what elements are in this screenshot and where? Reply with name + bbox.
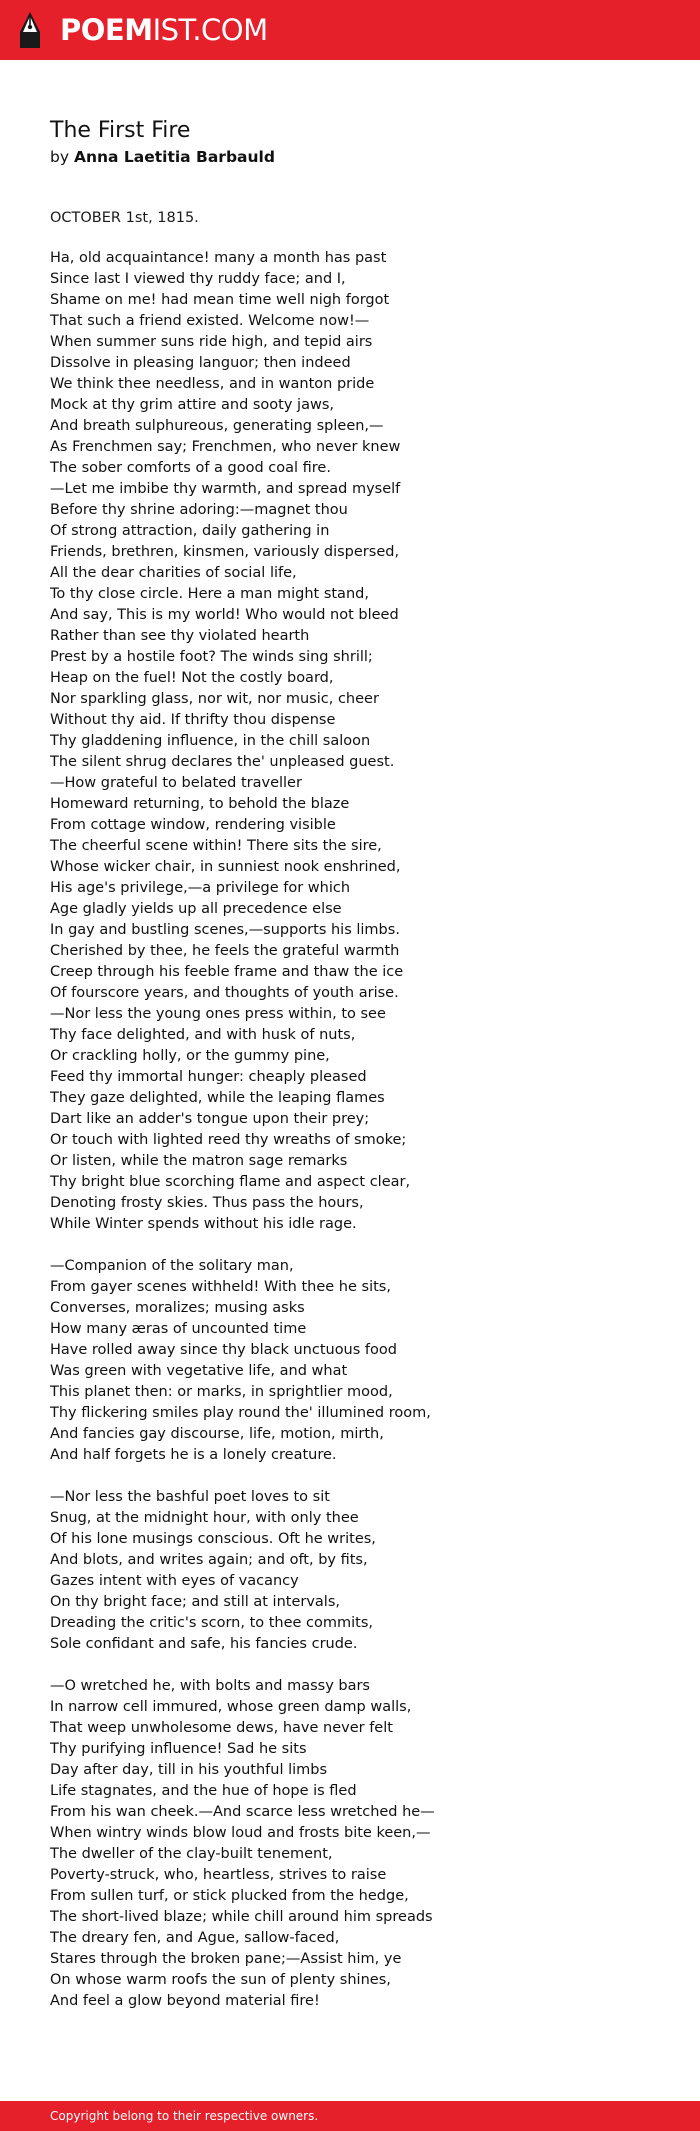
poem-line: Dissolve in pleasing languor; then indeed	[50, 355, 351, 371]
logo-bold-text: POEM	[60, 13, 153, 47]
poem-line: Before thy shrine adoring:—magnet thou	[50, 502, 348, 518]
poem-line: While Winter spends without his idle rage.	[50, 1216, 357, 1232]
poem-title: The First Fire	[50, 118, 191, 143]
poem-line: Of his lone musings conscious. Oft he writes,	[50, 1531, 376, 1547]
poem-stanza	[50, 1487, 650, 1655]
poem-line: —How grateful to belated traveller	[50, 775, 302, 791]
poem-line: Thy gladdening influence, in the chill saloon	[50, 733, 371, 749]
poem-stanza	[50, 1256, 650, 1466]
poem-line: Snug, at the midnight hour, with only thee	[50, 1510, 359, 1526]
poem-line: The short-lived blaze; while chill around him spreads	[50, 1909, 433, 1925]
poem-line: Feed thy immortal hunger: cheaply pleased	[50, 1069, 367, 1085]
poem-line: As Frenchmen say; Frenchmen, who never knew	[50, 439, 401, 455]
poem-line: Creep through his feeble frame and thaw the ice	[50, 964, 404, 980]
poem-line: Ha, old acquaintance! many a month has past	[50, 250, 387, 266]
poem-line: Prest by a hostile foot? The winds sing shrill;	[50, 649, 373, 665]
poem-line: In gay and bustling scenes,—supports his limbs.	[50, 922, 400, 938]
poem-line: —O wretched he, with bolts and massy bars	[50, 1678, 370, 1694]
poem-line: From gayer scenes withheld! With thee he sits,	[50, 1279, 391, 1295]
poem-line: —Nor less the young ones press within, to see	[50, 1006, 386, 1022]
poem-line: And say, This is my world! Who would not bleed	[50, 607, 399, 623]
poem-line: From his wan cheek.—And scarce less wretched he—	[50, 1804, 435, 1820]
poem-line: Friends, brethren, kinsmen, variously dispersed,	[50, 544, 400, 560]
logo-light-text: IST.COM	[152, 13, 268, 47]
poem-line: Converses, moralizes; musing asks	[50, 1300, 305, 1316]
poem-container	[50, 116, 650, 2012]
poem-line: How many æras of uncounted time	[50, 1321, 307, 1337]
poem-line: All the dear charities of social life,	[50, 565, 297, 581]
poem-line: Whose wicker chair, in sunniest nook enshrined,	[50, 859, 401, 875]
poem-line: Poverty-struck, who, heartless, strives to raise	[50, 1867, 387, 1883]
poem-line: Life stagnates, and the hue of hope is fled	[50, 1783, 357, 1799]
poem-line: Of fourscore years, and thoughts of youth arise.	[50, 985, 399, 1001]
poem-line: And breath sulphureous, generating spleen,—	[50, 418, 384, 434]
poem-line: The cheerful scene within! There sits the sire,	[50, 838, 382, 854]
poem-line: Denoting frosty skies. Thus pass the hours,	[50, 1195, 364, 1211]
poem-line: Homeward returning, to behold the blaze	[50, 796, 350, 812]
poem-line: Thy face delighted, and with husk of nuts,	[50, 1027, 356, 1043]
poem-line: Thy flickering smiles play round the' illumined room,	[50, 1405, 431, 1421]
poem-line: Stares through the broken pane;—Assist him, ye	[50, 1951, 402, 1967]
poem-line: Age gladly yields up all precedence else	[50, 901, 342, 917]
poem-line: Or touch with lighted reed thy wreaths of smoke;	[50, 1132, 407, 1148]
poem-line: And fancies gay discourse, life, motion, mirth,	[50, 1426, 384, 1442]
poem-line: Mock at thy grim attire and sooty jaws,	[50, 397, 334, 413]
poem-line: Day after day, till in his youthful limbs	[50, 1762, 328, 1778]
poem-line: Thy purifying influence! Sad he sits	[50, 1741, 307, 1757]
poem-line: And half forgets he is a lonely creature.	[50, 1447, 337, 1463]
pen-nib-icon[interactable]	[16, 10, 44, 52]
poem-line: Cherished by thee, he feels the grateful warmth	[50, 943, 400, 959]
poem-line: Was green with vegetative life, and what	[50, 1363, 348, 1379]
poem-line: Or crackling holly, or the gummy pine,	[50, 1048, 330, 1064]
poem-stanza	[50, 248, 650, 1235]
poem-line: Thy bright blue scorching flame and aspect clear,	[50, 1174, 411, 1190]
poem-line: —Let me imbibe thy warmth, and spread myself	[50, 481, 401, 497]
poem-author[interactable]: Anna Laetitia Barbauld	[73, 148, 275, 166]
site-logo[interactable]	[60, 13, 268, 47]
poem-line: When summer suns ride high, and tepid airs	[50, 334, 373, 350]
poem-line: Have rolled away since thy black unctuous food	[50, 1342, 397, 1358]
poem-line: To thy close circle. Here a man might stand,	[50, 586, 369, 602]
poem-dateline: OCTOBER 1st, 1815.	[50, 210, 199, 226]
poem-line: Since last I viewed thy ruddy face; and I,	[50, 271, 346, 287]
poem-line: The dreary fen, and Ague, sallow-faced,	[50, 1930, 340, 1946]
poem-byline	[50, 146, 650, 168]
poem-line: Nor sparkling glass, nor wit, nor music, cheer	[50, 691, 379, 707]
site-footer	[0, 2101, 700, 2131]
poem-line: On thy bright face; and still at intervals,	[50, 1594, 340, 1610]
poem-line: That weep unwholesome dews, have never felt	[50, 1720, 393, 1736]
poem-line: Dreading the critic's scorn, to thee commits,	[50, 1615, 374, 1631]
poem-line: Gazes intent with eyes of vacancy	[50, 1573, 299, 1589]
poem-line: Dart like an adder's tongue upon their prey;	[50, 1111, 370, 1127]
site-header	[0, 0, 700, 60]
poem-line: That such a friend existed. Welcome now!—	[50, 313, 370, 329]
poem-line: From sullen turf, or stick plucked from the hedge,	[50, 1888, 409, 1904]
poem-line: And blots, and writes again; and oft, by fits,	[50, 1552, 368, 1568]
poem-line: On whose warm roofs the sun of plenty shines,	[50, 1972, 391, 1988]
poem-body	[50, 248, 650, 2012]
poem-line: Sole confidant and safe, his fancies crude.	[50, 1636, 358, 1652]
poem-line: The dweller of the clay-built tenement,	[50, 1846, 333, 1862]
poem-line: Of strong attraction, daily gathering in	[50, 523, 330, 539]
poem-line: This planet then: or marks, in sprightlier mood,	[50, 1384, 393, 1400]
poem-line: From cottage window, rendering visible	[50, 817, 336, 833]
copyright-text: Copyright belong to their respective owners.	[50, 2109, 319, 2123]
poem-stanza	[50, 1676, 650, 2012]
poem-line: Or listen, while the matron sage remarks	[50, 1153, 348, 1169]
poem-line: We think thee needless, and in wanton pride	[50, 376, 375, 392]
poem-line: The sober comforts of a good coal fire.	[50, 460, 331, 476]
poem-line: The silent shrug declares the' unpleased guest.	[50, 754, 395, 770]
poem-line: In narrow cell immured, whose green damp walls,	[50, 1699, 412, 1715]
by-label: by	[50, 148, 70, 166]
poem-line: And feel a glow beyond material fire!	[50, 1993, 320, 2009]
poem-line: —Nor less the bashful poet loves to sit	[50, 1489, 330, 1505]
poem-line: They gaze delighted, while the leaping flames	[50, 1090, 385, 1106]
poem-line: Heap on the fuel! Not the costly board,	[50, 670, 334, 686]
poem-line: Without thy aid. If thrifty thou dispense	[50, 712, 336, 728]
poem-line: When wintry winds blow loud and frosts bite keen,—	[50, 1825, 431, 1841]
poem-line: Shame on me! had mean time well nigh forgot	[50, 292, 390, 308]
poem-line: His age's privilege,—a privilege for which	[50, 880, 351, 896]
poem-line: —Companion of the solitary man,	[50, 1258, 294, 1274]
poem-line: Rather than see thy violated hearth	[50, 628, 310, 644]
